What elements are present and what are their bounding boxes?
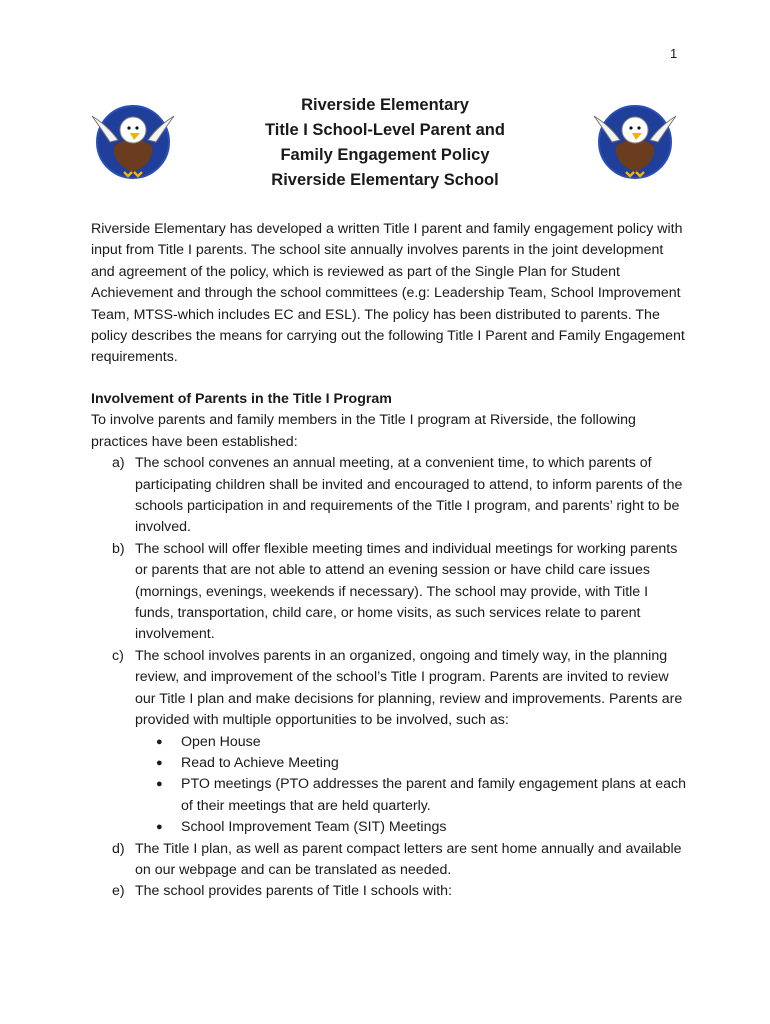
list-item-text: The school convenes an annual meeting, at a convenient time, to which parents of participating children shall be invited and encouraged to attend, to inform parents of the schools participation in and requirements of the Title I program, and parents’ right to be involved. (135, 455, 683, 536)
section-heading: Involvement of Parents in the Title I Program (91, 391, 392, 407)
list-marker: e) (112, 883, 125, 900)
list-marker: c) (112, 647, 124, 664)
bullet-item (135, 732, 686, 753)
bullet-icon: ● (156, 756, 163, 769)
bullet-icon: ● (156, 821, 163, 834)
list-marker: d) (112, 840, 125, 857)
title-line-3: Family Engagement Policy (280, 146, 490, 164)
list-marker: b) (112, 540, 125, 557)
title-line-2: Title I School-Level Parent and (265, 121, 505, 139)
list-item (91, 453, 686, 539)
bullet-item (135, 774, 686, 817)
section-lead: To involve parents and family members in the Title I program at Riverside, the following practices have been established: (91, 412, 636, 450)
bullet-icon: ● (156, 778, 163, 791)
title-line-4: Riverside Elementary School (271, 171, 499, 189)
bullet-text: PTO meetings (PTO addresses the parent and family engagement plans at each of their meetings that are held quarterly. (181, 776, 686, 814)
list-item (91, 839, 686, 882)
list-item (91, 881, 686, 902)
bullet-text: Read to Achieve Meeting (181, 754, 339, 771)
list-marker: a) (112, 455, 125, 472)
list-item-text: The school involves parents in an organized, ongoing and timely way, in the planning review, and improvement of the school’s Title I program. Parents are invited to review our Title I plan and make decisions for planning, review and improvements. Parents are provided with multiple opportunities to be involved, such as: (135, 647, 683, 729)
intro-paragraph: Riverside Elementary has developed a written Title I parent and family engagement policy with input from Title I parents. The school site annually involves parents in the joint development and agreement of the policy, which is reviewed as part of the Single Plan for Student Achievement and through the school committees (e.g: Leadership Team, School Improvement Team, MTSS-which includes EC and ESL). The policy has been distributed to parents. The policy describes the means for carrying out the following Title I Parent and Family Engagement requirements. (91, 221, 685, 366)
list-item (91, 539, 686, 646)
list-item-text: The Title I plan, as well as parent compact letters are sent home annually and available on our webpage and can be translated as needed. (135, 840, 682, 878)
bullet-item (135, 817, 686, 838)
page-number: 1 (670, 46, 678, 61)
bullet-text: Open House (181, 733, 261, 750)
title-line-1: Riverside Elementary (301, 96, 469, 114)
list-item (91, 646, 686, 839)
bullet-icon: ● (156, 735, 163, 748)
list-item-text: The school provides parents of Title I schools with: (135, 883, 453, 900)
requirements-list (91, 453, 686, 903)
bullet-text: School Improvement Team (SIT) Meetings (181, 819, 447, 836)
opportunities-list (135, 732, 686, 839)
list-item-text: The school will offer flexible meeting times and individual meetings for working parents or parents that are not able to attend an evening session or have child care issues (mornings, evenings, weekends if necessary). The school may provide, with Title I funds, transportation, child care, or home visits, as such services relate to parent involvement. (135, 540, 678, 643)
involvement-section (91, 389, 686, 903)
document-title (150, 93, 620, 193)
bullet-item (135, 753, 686, 774)
